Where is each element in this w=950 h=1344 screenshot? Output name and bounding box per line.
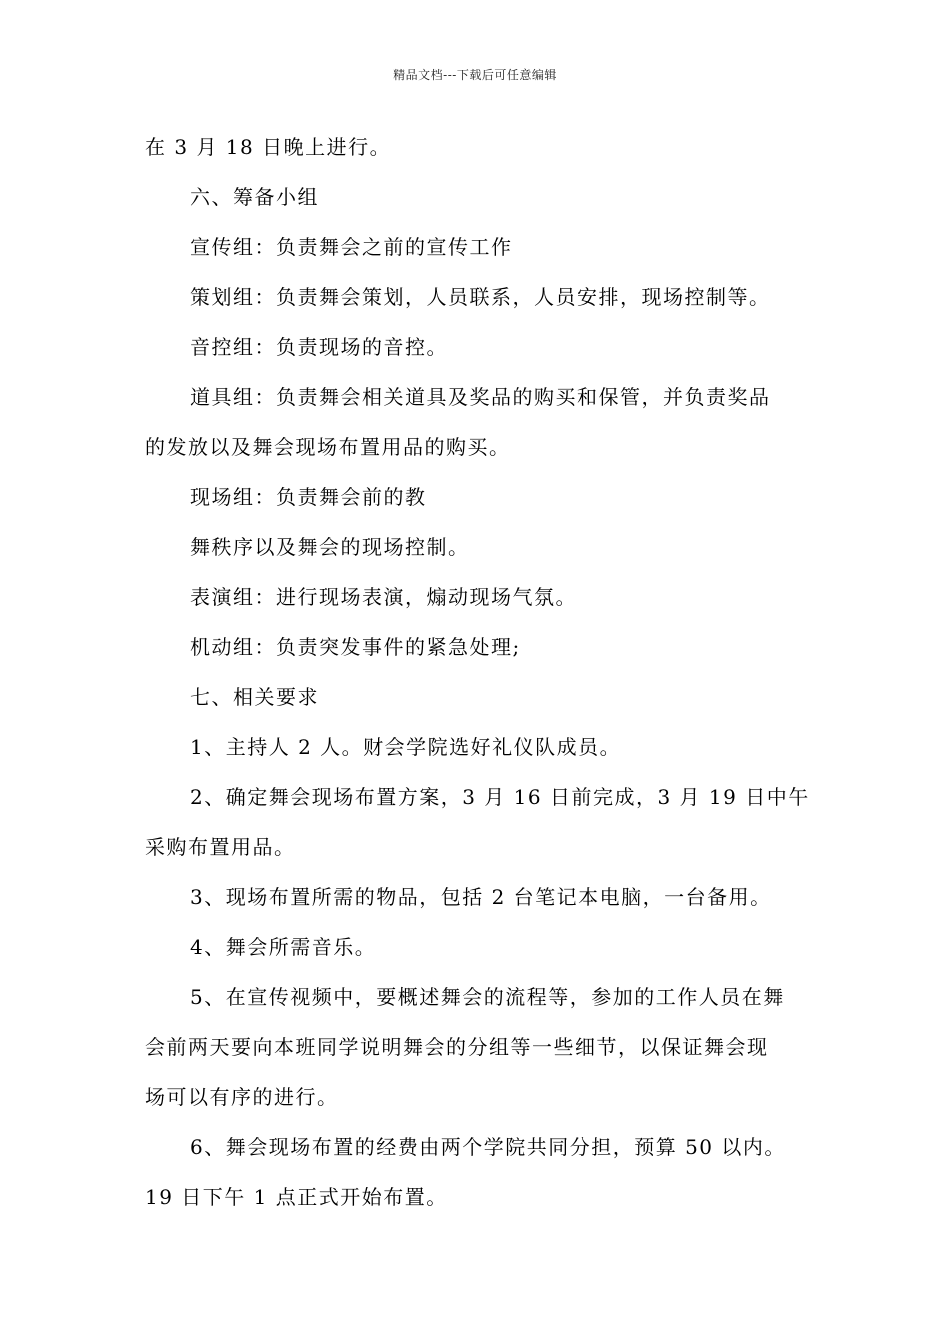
text-line: 表演组：进行现场表演，煽动现场气氛。 [190,585,577,609]
text-line: 策划组：负责舞会策划，人员联系，人员安排，现场控制等。 [190,285,771,309]
text-line: 6、舞会现场布置的经费由两个学院共同分担，预算 50 以内。 [190,1135,786,1159]
text-line: 5、在宣传视频中，要概述舞会的流程等，参加的工作人员在舞 [190,985,785,1009]
section-heading: 七、相关要求 [190,685,319,709]
text-line: 场可以有序的进行。 [145,1085,339,1109]
text-line: 1、主持人 2 人。财会学院选好礼仪队成员。 [190,735,622,759]
text-line: 道具组：负责舞会相关道具及奖品的购买和保管，并负责奖品 [190,385,771,409]
text-line: 机动组：负责突发事件的紧急处理; [190,635,521,659]
page-header: 精品文档---下载后可任意编辑 [393,68,557,82]
text-line: 4、舞会所需音乐。 [190,935,377,959]
text-line: 现场组：负责舞会前的教 [190,485,427,509]
text-line: 3、现场布置所需的物品，包括 2 台笔记本电脑，一台备用。 [190,885,772,909]
text-line: 音控组：负责现场的音控。 [190,335,448,359]
text-line: 在 3 月 18 日晚上进行。 [145,135,392,159]
text-line: 19 日下午 1 点正式开始布置。 [145,1185,448,1209]
text-line: 采购布置用品。 [145,835,296,859]
text-line: 会前两天要向本班同学说明舞会的分组等一些细节，以保证舞会现 [145,1035,769,1059]
text-line: 2、确定舞会现场布置方案，3 月 16 日前完成，3 月 19 日中午 [190,785,810,809]
section-heading: 六、筹备小组 [190,185,319,209]
text-line: 舞秩序以及舞会的现场控制。 [190,535,470,559]
text-line: 的发放以及舞会现场布置用品的购买。 [145,435,511,459]
text-line: 宣传组：负责舞会之前的宣传工作 [190,235,513,259]
